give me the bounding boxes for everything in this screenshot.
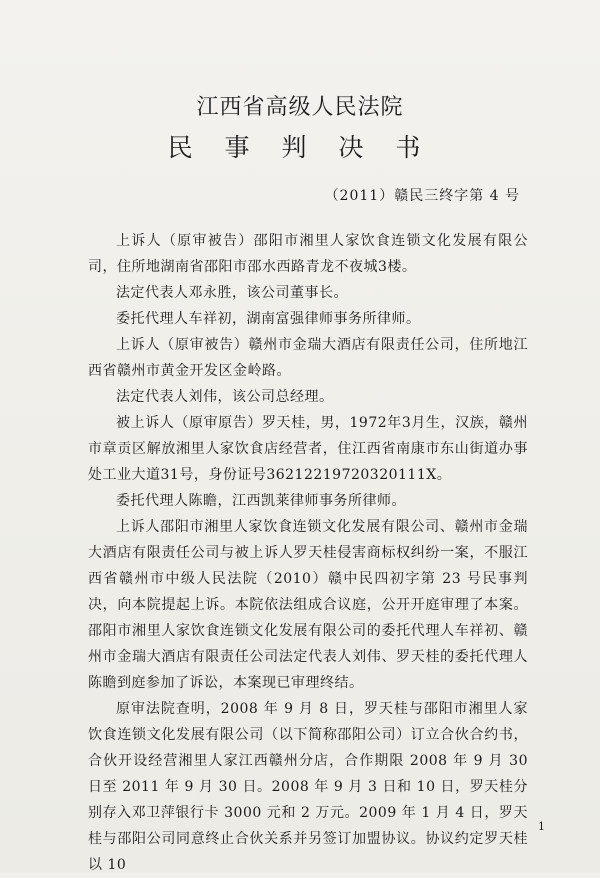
paragraph: 上诉人（原审被告）赣州市金瑞大酒店有限责任公司，住所地江西省赣州市黄金开发区金岭路。 xyxy=(88,337,528,379)
paragraph: 法定代表人刘伟，该公司总经理。 xyxy=(116,389,334,405)
page-number: 1 xyxy=(538,820,545,833)
case-number: （2011）赣民三终字第 4 号 xyxy=(324,188,520,204)
document-title: 民 事 判 决 书 xyxy=(167,133,433,162)
paragraph: 委托代理人陈瞻，江西凯莱律师事务所律师。 xyxy=(116,493,406,509)
paragraph: 上诉人邵阳市湘里人家饮食连锁文化发展有限公司、赣州市金瑞大酒店有限责任公司与被上诉人罗天桂侵害商标权纠纷一案，不服江西省赣州市中级人民法院（2010）赣中民四初字第 23 号民事判决，向本院提起上诉。本院依法组成合议庭，公开开庭审理了本案。邵阳市湘里人家饮食连锁文化发展有限公司的委托代理人车祥初、赣州市金瑞大酒店有限责任公司法定代表人刘伟、罗天桂的委托代理人陈瞻到庭参加了诉讼，本案现已审理终结。 xyxy=(88,519,528,691)
paragraph: 被上诉人（原审原告）罗天桂，男，1972年3月生，汉族，赣州市章贡区解放湘里人家饮食店经营者，住江西省南康市东山街道办事处工业大道31号，身份证号36212219720320111X。 xyxy=(88,415,528,483)
paragraph: 法定代表人邓永胜，该公司董事长。 xyxy=(116,285,348,301)
judgment-body xyxy=(88,228,528,878)
paragraph: 原审法院查明，2008 年 9 月 8 日，罗天桂与邵阳市湘里人家饮食连锁文化发展有限公司（以下简称邵阳公司）订立合伙合约书，合伙开设经营湘里人家江西赣州分店，合作期限 2008 年 9 月 30 日至 2011 年 9 月 30 日。2008 年 9 月 3 日和 10 日，罗天桂分别存入邓卫萍银行卡 3000 元和 2 万元。2009 年 1 月 4 日，罗天桂与邵阳公司同意终止合伙关系并另签订加盟协议。协议约定罗天桂以 10 xyxy=(88,701,528,873)
court-name: 江西省高级人民法院 xyxy=(196,95,404,120)
paragraph: 委托代理人车祥初，湖南富强律师事务所律师。 xyxy=(116,311,421,327)
paragraph: 上诉人（原审被告）邵阳市湘里人家饮食连锁文化发展有限公司，住所地湖南省邵阳市邵水西路青龙不夜城3楼。 xyxy=(88,233,528,275)
